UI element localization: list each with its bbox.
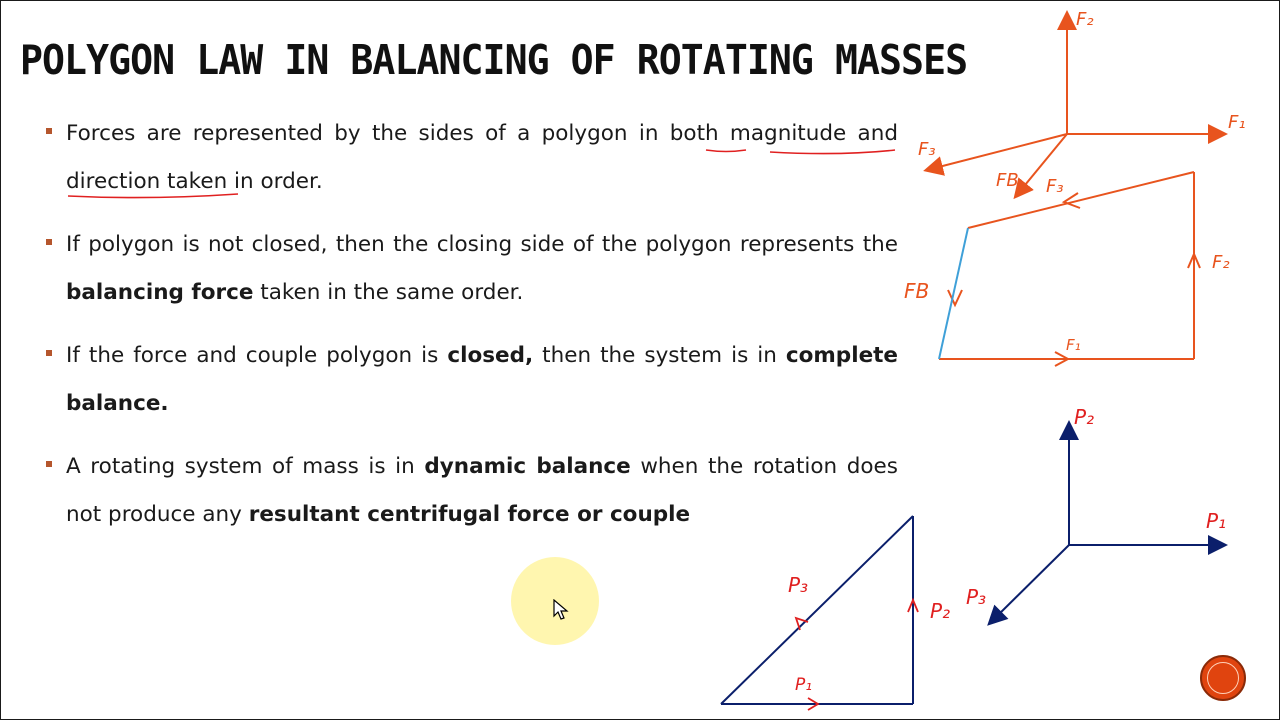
bullet-text-segment: Forces are represented by the sides of a polygon in both magnitude and direction taken in order. xyxy=(66,121,898,194)
bullet-bold-text: balancing force xyxy=(66,279,254,305)
label-f2: F₂ xyxy=(1076,9,1094,30)
bullet-text-segment: If the force and couple polygon is xyxy=(66,343,448,368)
label-tri-p2: P₂ xyxy=(930,599,951,623)
p3-arrow xyxy=(990,545,1069,623)
bullet-bold-text: closed, xyxy=(447,343,534,368)
tri-side-p3 xyxy=(721,516,913,704)
logo-icon xyxy=(1200,655,1246,701)
label-poly-f1: F₁ xyxy=(1066,336,1081,354)
label-poly-f2: F₂ xyxy=(1212,252,1230,273)
bullet-text-segment: If polygon is not closed, then the closing side of the polygon represents the xyxy=(66,232,898,257)
f3-arrow xyxy=(927,134,1067,170)
label-p3: P₃ xyxy=(966,585,987,609)
poly-side-fb xyxy=(939,228,968,359)
label-f1: F₁ xyxy=(1228,112,1246,133)
bullet-bold-text: dynamic balance xyxy=(424,454,631,479)
force-triangle-blue xyxy=(721,516,913,704)
force-diagram-blue xyxy=(990,424,1227,623)
mouse-pointer-icon xyxy=(553,599,569,621)
underline-direction xyxy=(68,194,238,198)
bullet-text-segment: A rotating system of mass is in xyxy=(66,454,425,479)
bullet-bold-text: resultant centrifugal force or couple xyxy=(248,501,691,527)
bullet-text-segment: taken in the same order. xyxy=(253,279,524,305)
bullet-text-segment: then the system is in xyxy=(533,343,786,368)
bullet-text-segment: when the rotation does not produce any xyxy=(66,454,898,527)
label-poly-f3: F₃ xyxy=(1046,176,1064,197)
poly-fb-arrowhead xyxy=(948,290,962,305)
slide-title: POLYGON LAW IN BALANCING OF ROTATING MASSES xyxy=(20,36,968,84)
label-tri-p3: P₃ xyxy=(788,573,809,597)
bullet-bold-text: complete balance. xyxy=(66,343,899,416)
label-tri-p1: P₁ xyxy=(795,675,813,695)
label-poly-fb: FB xyxy=(904,279,930,303)
label-p1: P₁ xyxy=(1206,509,1227,533)
underline-magnitude xyxy=(770,150,895,154)
underline-both xyxy=(706,150,746,152)
label-f3: F₃ xyxy=(918,139,936,160)
label-p2: P₂ xyxy=(1074,405,1095,429)
label-fb: FB xyxy=(996,170,1019,191)
force-diagram-orange xyxy=(927,14,1224,196)
